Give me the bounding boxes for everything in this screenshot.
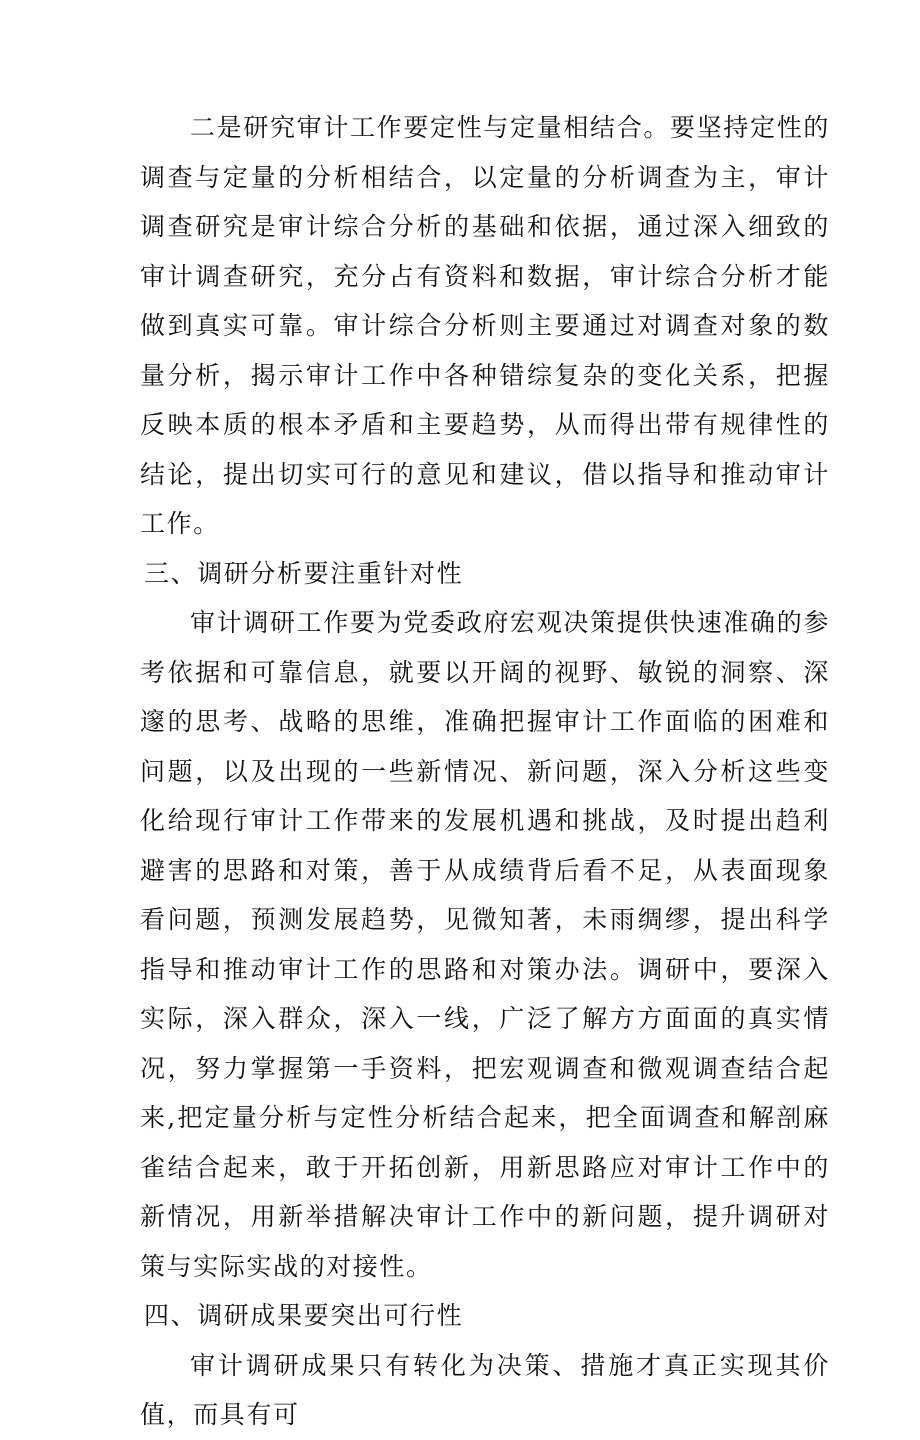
paragraph-quantitative-analysis: 二是研究审计工作要定性与定量相结合。要坚持定性的调查与定量的分析相结合，以定量的分析调查为主，审计调查研究是审计综合分析的基础和依据，通过深入细致的审计调查研究，充分占有资料和数据，审计综合分析才能做到真实可靠。审计综合分析则主要通过对调查对象的数量分析，揭示审计工作中各种错综复杂的变化关系，把握反映本质的根本矛盾和主要趋势，从而得出带有规律性的结论，提出切实可行的意见和建议，借以指导和推动审计工作。 [140,113,830,538]
paragraph-targeted-research: 审计调研工作要为党委政府宏观决策提供快速准确的参考依据和可靠信息，就要以开阔的视野、敏锐的洞察、深邃的思考、战略的思维，准确把握审计工作面临的困难和问题，以及出现的一些新情况、新问题，深入分析这些变化给现行审计工作带来的发展机遇和挑战，及时提出趋利避害的思路和对策，善于从成绩背后看不足，从表面现象看问题，预测发展趋势，见微知著，未雨绸缪，提出科学指导和推动审计工作的思路和对策办法。调研中，要深入实际，深入群众，深入一线，广泛了解方方面面的真实情况，努力掌握第一手资料，把宏观调查和微观调查结合起来,把定量分析与定性分析结合起来，把全面调查和解剖麻雀结合起来，敢于开拓创新，用新思路应对审计工作中的新情况，用新举措解决审计工作中的新问题，提升调研对策与实际实战的对接性。 [140,608,830,1281]
section-heading-three: 三、调研分析要注重针对性 [144,558,464,588]
paragraph-feasibility: 审计调研成果只有转化为决策、措施才真正实现其价值，而具有可 [140,1350,830,1429]
document-body [140,103,830,1440]
section-heading-four: 四、调研成果要突出可行性 [144,1301,464,1330]
